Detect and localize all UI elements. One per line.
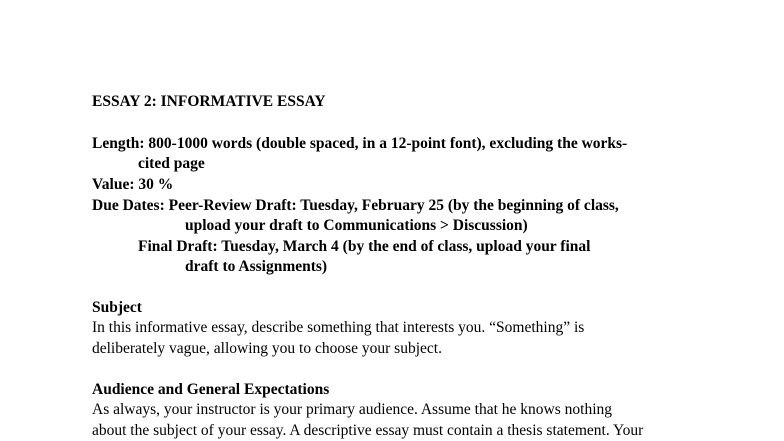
audience-line-2: about the subject of your essay. A descriptive essay must contain a thesis statement. Your xyxy=(92,422,644,439)
due-dates-line-1: Due Dates: Peer-Review Draft: Tuesday, February 25 (by the beginning of class, xyxy=(92,197,619,214)
due-dates-line-3: Final Draft: Tuesday, March 4 (by the end of class, upload your final xyxy=(138,238,591,255)
value-line: Value: 30 % xyxy=(92,176,174,193)
length-line-2: cited page xyxy=(138,155,205,172)
essay-title: ESSAY 2: INFORMATIVE ESSAY xyxy=(92,93,326,110)
subject-line-1: In this informative essay, describe something that interests you. “Something” is xyxy=(92,319,585,336)
due-dates-line-2: upload your draft to Communications > Discussion) xyxy=(185,217,528,234)
subject-line-2: deliberately vague, allowing you to choose your subject. xyxy=(92,340,442,357)
length-line-1: Length: 800-1000 words (double spaced, in a 12-point font), excluding the works- xyxy=(92,135,628,152)
subject-heading: Subject xyxy=(92,299,142,316)
due-dates-line-4: draft to Assignments) xyxy=(185,258,328,275)
audience-heading: Audience and General Expectations xyxy=(92,381,330,398)
audience-line-1: As always, your instructor is your primary audience. Assume that he knows nothing xyxy=(92,401,613,418)
